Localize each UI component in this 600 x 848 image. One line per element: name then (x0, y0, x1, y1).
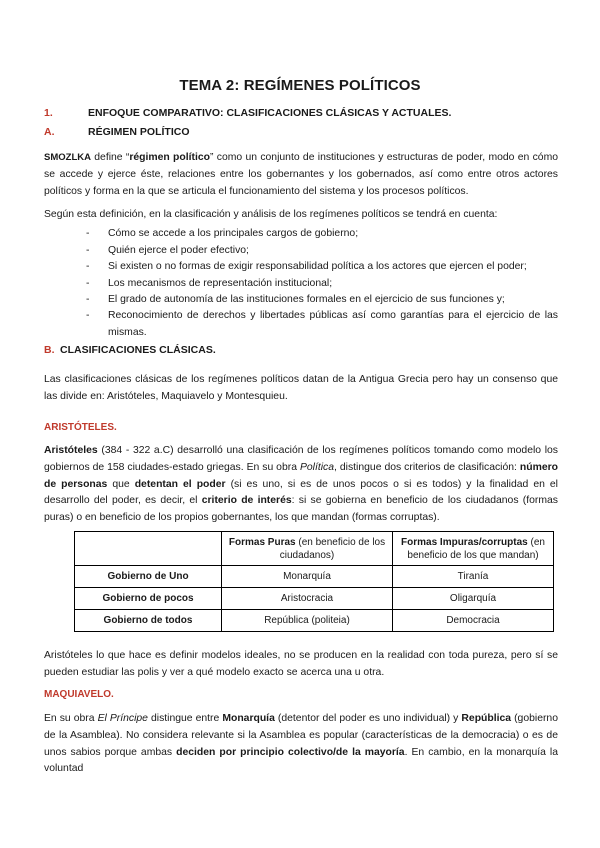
table-row: Gobierno de pocos Aristocracia Oligarquía (75, 588, 554, 610)
table-header-row (75, 532, 554, 566)
section-b-number: B. (44, 344, 55, 356)
table-row: Gobierno de todos República (politeia) Democracia (75, 610, 554, 632)
section-1-label: ENFOQUE COMPARATIVO: CLASIFICACIONES CLÁSICAS Y ACTUALES. (88, 107, 452, 119)
paragraph-classic-intro: Las clasificaciones clásicas de los regímenes políticos datan de la Antigua Grecia pero hay un consenso que las divide en: Aristóteles, Maquiavelo y Montesquieu. (44, 374, 558, 402)
regimes-table (74, 531, 554, 632)
document-page: TEMA 2: REGÍMENES POLÍTICOS 1. ENFOQUE COMPARATIVO: CLASIFICACIONES CLÁSICAS Y ACTUALES. A. RÉGIMEN POLÍTICO SMOZLKA define “régimen político” como un conjunto de instituciones y estructuras de poder, modo en cómo se accede y ejerce éste, relaciones entre los gobernantes y los gobernados, así como entre otros actores políticos y forma en la que se articula el funcionamiento del sistema y los procesos políticos. Según esta definición, en la clasificación y análisis de los regímenes políticos se tendrá en cuenta: - Cómo se accede a los principales cargos de gobierno; - Quién ejerce el poder efectivo; - Si existen o no formas de exigir responsabilidad política a los actores que ejercen el poder; - Los mecanismos de representación institucional; - El grado de autonomía de las instituciones formales en el ejercicio de sus funciones y; - Reconocimiento de derechos y libertades públicas así como garantías para el ejercicio de las mismas. B. CLASIFICACIONES CLÁSICAS. Las clasificaciones clásicas de los regímenes políticos datan de la Antigua Grecia pero hay un consenso que las divide en: Aristóteles, Maquiavelo y Montesquieu. ARISTÓTELES. Aristóteles (384 - 322 a.C) desarrolló una clasificación de los regímenes políticos tomando como modelo los gobiernos de 158 ciudades-estado griegas. En su obra Política, distingue dos criterios de clasificación: número de personas que detentan el poder (si es uno, si es de unos pocos o si es todos) y la finalidad en el desarrollo del poder, es decir, el criterio de interés: si se gobierna en beneficio de los ciudadanos (formas puras) o en beneficio de los propios gobernantes, los que mandan (formas corruptas). Formas Puras (en beneficio de los ciudadanos) Formas Impuras/corruptas (en beneficio de los que mandan) Gobierno de Uno Monarquía Tiranía Gobierno de pocos Aristocracia Oligarquía Gobierno de todos República (politeia) Democracia Aristóteles lo que hace es definir modelos ideales, no se producen en la realidad con toda pureza, pero sí se pueden estudiar las polis y ver a qué modelo exacto se acerca una u otra. MAQUIAVELO. En su obra El Príncipe distingue entre Monarquía (detentor del poder es uno individual) y República (gobierno de la Asamblea). No considera relevante si la Asamblea es popular (características de la democracia) o es de unos sabios porque ambas deciden por principio colectivo/de la mayoría. En cambio, en la monarquía la voluntad (0, 0, 600, 848)
maquiavelo-heading: MAQUIAVELO. (44, 689, 114, 700)
section-b-heading (44, 344, 216, 356)
section-b-label: CLASIFICACIONES CLÁSICAS. (60, 344, 216, 356)
section-a-heading (44, 126, 190, 138)
paragraph-aristoteles: Aristóteles (384 - 322 a.C) desarrolló una clasificación de los regímenes políticos tomando como modelo los gobiernos de 158 ciudades-estado griegas. En su obra Política, distingue dos criterios de clasificación: número de personas que detentan el poder (si es uno, si es de unos pocos o si es todos) y la finalidad en el desarrollo del poder, es decir, el criterio de interés: si se gobierna en beneficio de los ciudadanos (formas puras) o en beneficio de los propios gobernantes, los que mandan (formas corruptas). (44, 445, 558, 524)
paragraph-aristoteles-models: Aristóteles lo que hace es definir modelos ideales, no se producen en la realidad con toda pureza, pero sí se pueden estudiar las polis y ver a qué modelo exacto se acerca una u otra. (44, 650, 558, 678)
term-regimen: régimen político (129, 152, 211, 163)
paragraph-maquiavelo: En su obra El Príncipe distingue entre Monarquía (detentor del poder es uno individual) y República (gobierno de la Asamblea). No considera relevante si la Asamblea es popular (características de la democracia) o es de unos sabios porque ambas deciden por principio colectivo/de la mayoría. En cambio, en la monarquía la voluntad (44, 713, 558, 775)
section-1-heading (44, 107, 452, 119)
aristoteles-heading: ARISTÓTELES. (44, 422, 117, 433)
author-name: SMOZLKA (44, 152, 91, 163)
page-title: TEMA 2: REGÍMENES POLÍTICOS (179, 77, 421, 94)
header-formas-puras: Formas Puras (en beneficio de los ciudadanos) (222, 532, 393, 566)
section-a-label: RÉGIMEN POLÍTICO (88, 126, 190, 138)
paragraph-definition: SMOZLKA define “régimen político” como un conjunto de instituciones y estructuras de poder, modo en cómo se accede y ejerce éste, relaciones entre los gobernantes y los gobernados, así como entre otros actores políticos y forma en la que se articula el funcionamiento del sistema y los procesos políticos. (44, 152, 559, 197)
table-corner-cell (75, 532, 222, 566)
table-row: Gobierno de Uno Monarquía Tiranía (75, 566, 554, 588)
header-formas-impuras: Formas Impuras/corruptas (en beneficio de los que mandan) (393, 532, 554, 566)
section-a-number: A. (44, 126, 55, 138)
section-1-number: 1. (44, 107, 53, 119)
paragraph-criteria-intro: Según esta definición, en la clasificación y análisis de los regímenes políticos se tendrá en cuenta: (44, 209, 498, 220)
